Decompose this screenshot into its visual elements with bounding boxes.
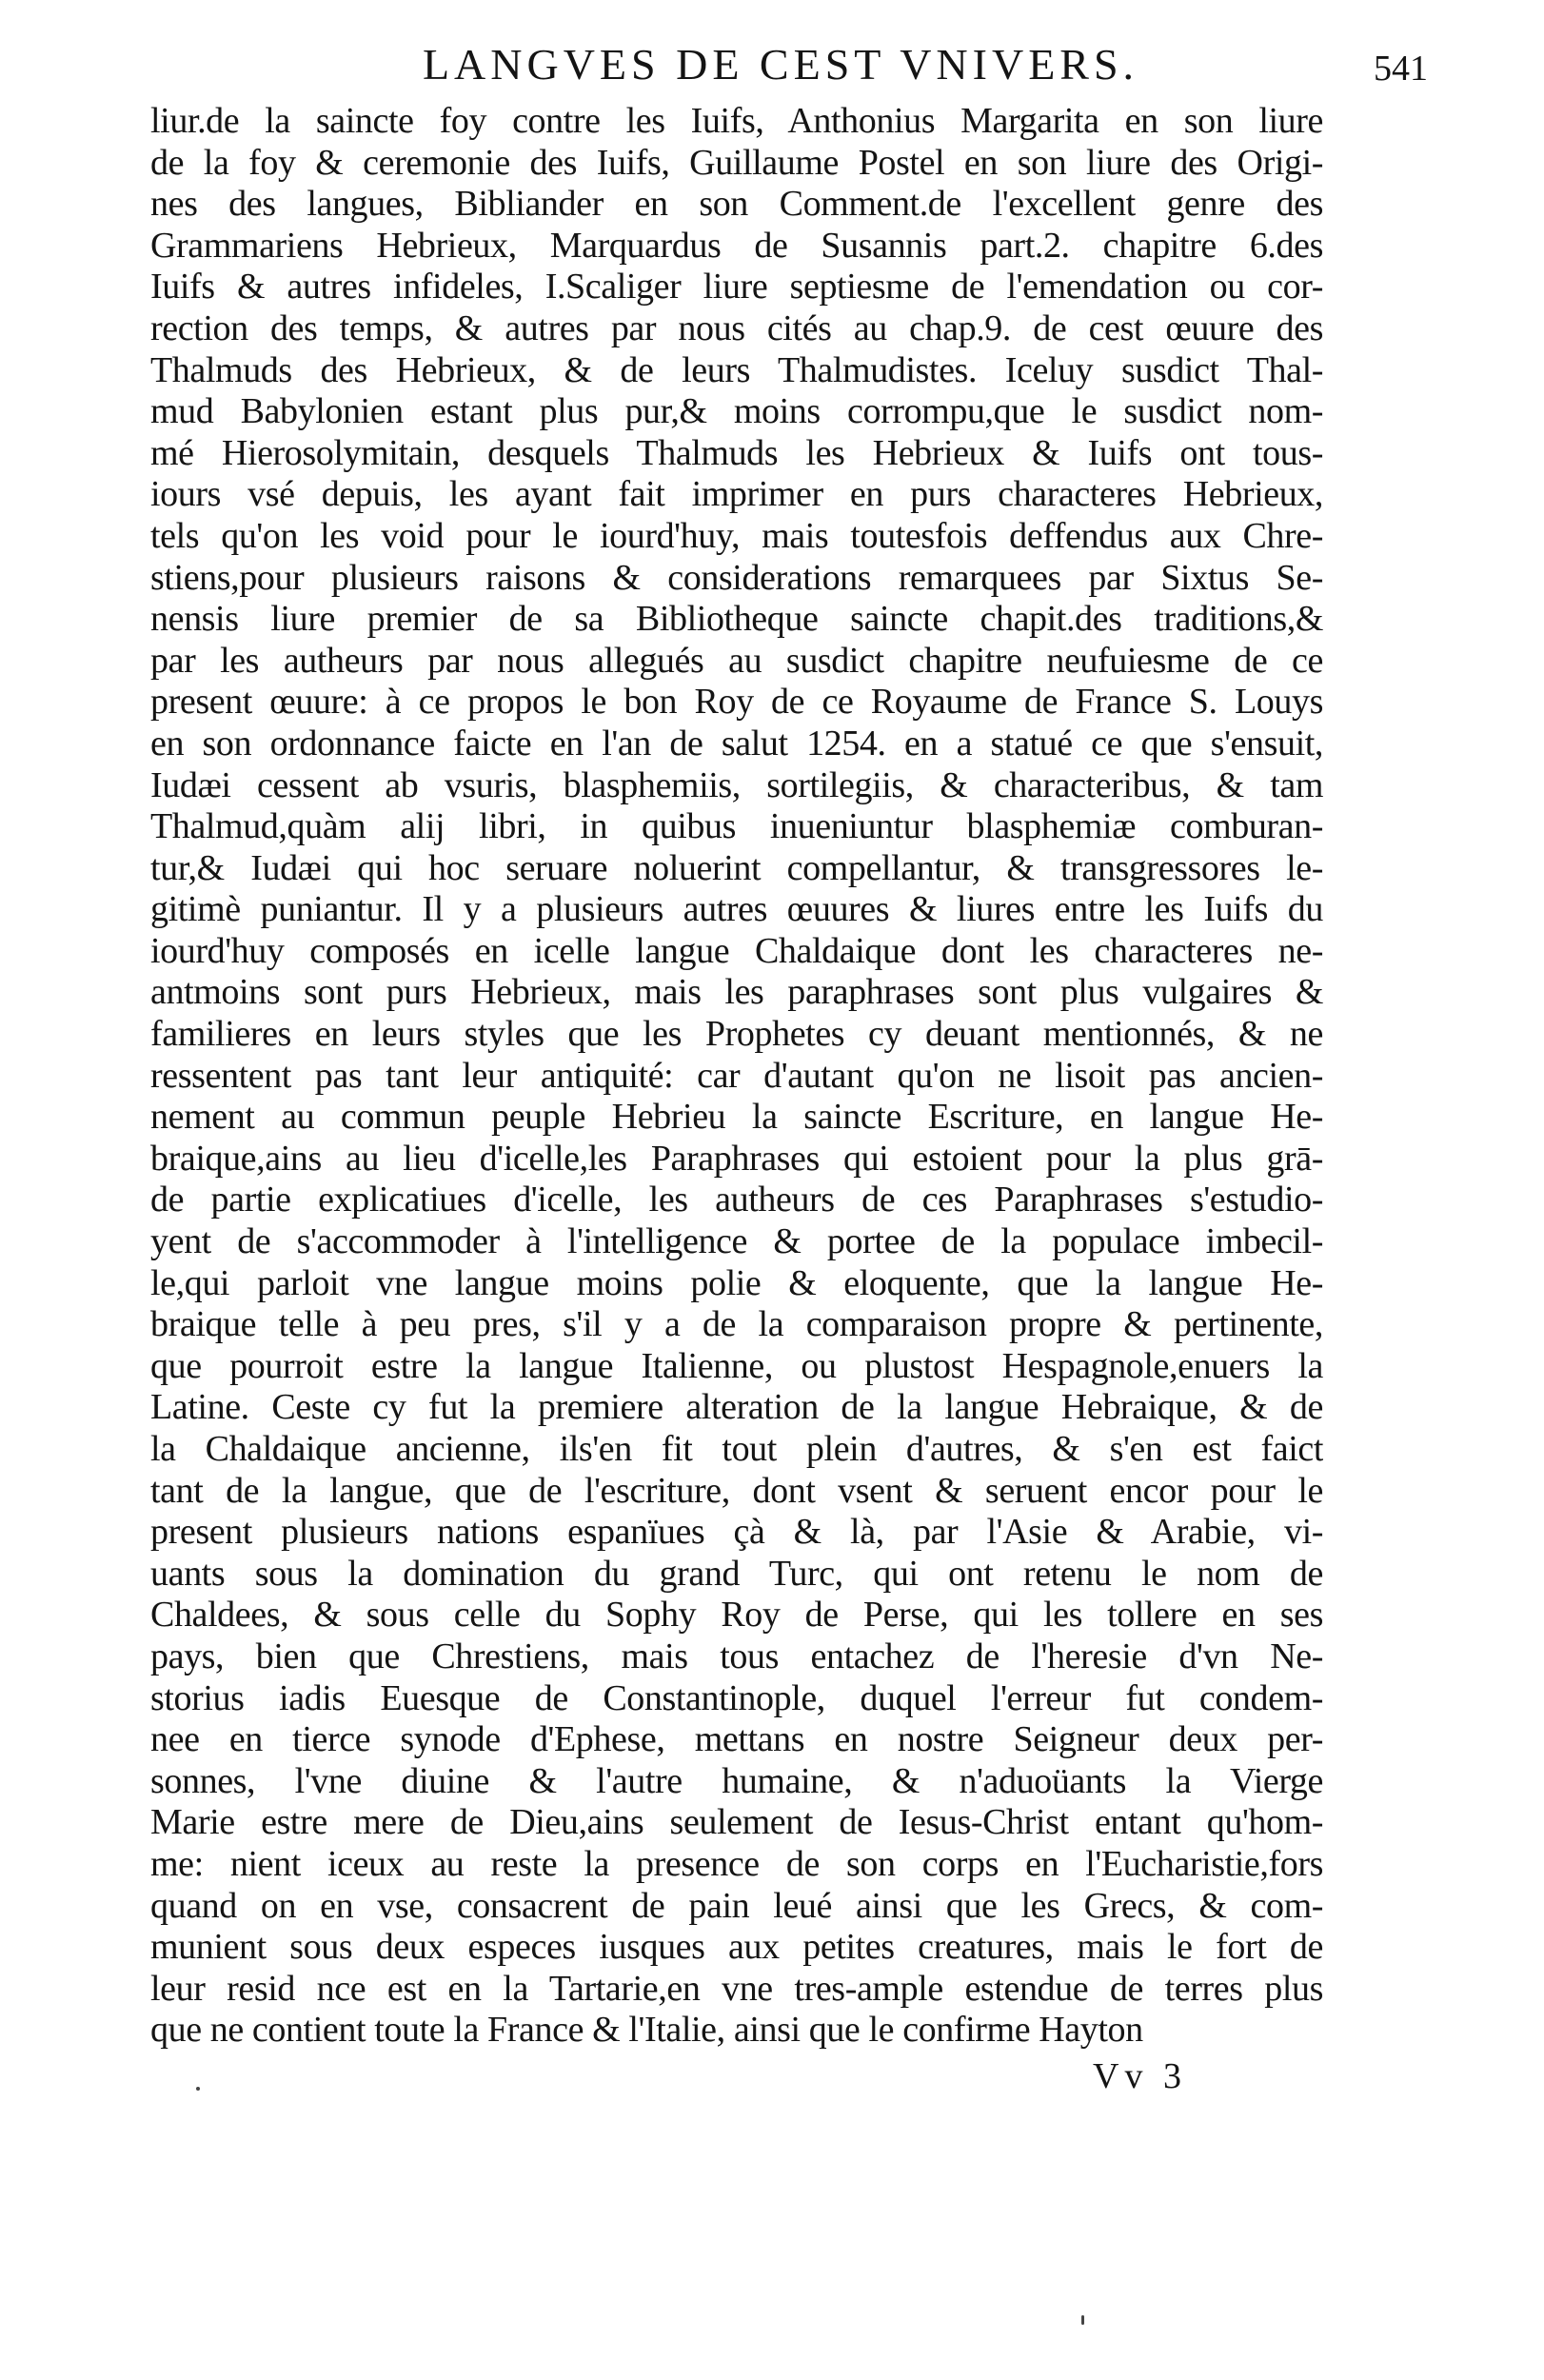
text-line: nensis liure premier de sa Bibliotheque saincte chapit.des traditions,& [150,599,1323,640]
text-line: liur.de la saincte foy contre les Iuifs, Anthonius Margarita en son liure [150,101,1323,141]
text-line: Thalmuds des Hebrieux, & de leurs Thalmudistes. Iceluy susdict Thal- [150,349,1323,390]
signature-mark: Vv 3 [1093,2056,1187,2096]
text-line: Latine. Ceste cy fut la premiere alteration de la langue Hebraique, & de [150,1387,1323,1428]
page-number: 541 [1374,49,1428,89]
text-line: yent de s'accommoder à l'intelligence & portee de la populace imbecil- [150,1221,1323,1262]
text-line: sonnes, l'vne diuine & l'autre humaine, & n'aduoüants la Vierge [150,1760,1323,1801]
text-line: quand on en vse, consacrent de pain leué ainsi que les Grecs, & com- [150,1885,1323,1926]
text-line: en son ordonnance faicte en l'an de salut 1254. en a statué ce que s'ensuit, [150,723,1323,764]
text-line: Iuifs & autres infideles, I.Scaliger liure septiesme de l'emendation ou cor- [150,267,1323,307]
text-line: uants sous la domination du grand Turc, qui ont retenu le nom de [150,1553,1323,1594]
ink-speck [1081,2315,1084,2325]
text-line: la Chaldaique ancienne, ils'en fit tout plein d'autres, & s'en est faict [150,1429,1323,1469]
text-line: me: nient iceux au reste la presence de son corps en l'Eucharistie,fors [150,1843,1323,1884]
text-line: nement au commun peuple Hebrieu la saincte Escriture, en langue He- [150,1097,1323,1138]
text-line: de la foy & ceremonie des Iuifs, Guillaume Postel en son liure des Origi- [150,142,1323,183]
text-line: Marie estre mere de Dieu,ains seulement de Iesus-Christ entant qu'hom- [150,1802,1323,1843]
text-line: gitimè puniantur. Il y a plusieurs autres œuures & liures entre les Iuifs du [150,889,1323,930]
text-line: munient sous deux especes iusques aux petites creatures, mais le fort de [150,1927,1323,1968]
text-line: present plusieurs nations espanïues çà & là, par l'Asie & Arabie, vi- [150,1512,1323,1553]
text-line: iours vsé depuis, les ayant fait imprimer en purs characteres Hebrieux, [150,474,1323,515]
text-line: rection des temps, & autres par nous cités au chap.9. de cest œuure des [150,307,1323,348]
text-line: que ne contient toute la France & l'Italie, ainsi que le confirme Hayton [150,2010,1143,2051]
text-line: present œuure: à ce propos le bon Roy de ce Royaume de France S. Louys [150,682,1323,723]
text-line: Chaldees, & sous celle du Sophy Roy de Perse, qui les tollere en ses [150,1595,1323,1636]
text-line: nes des langues, Bibliander en son Comment.de l'excellent genre des [150,184,1323,225]
running-head [152,36,1428,93]
running-head-title: LANGVES DE CEST VNIVERS. [422,40,1139,89]
text-line: Iudæi cessent ab vsuris, blasphemiis, sortilegiis, & characteribus, & tam [150,764,1323,805]
text-line: antmoins sont purs Hebrieux, mais les paraphrases sont plus vulgaires & [150,972,1323,1013]
text-line: iourd'huy composés en icelle langue Chaldaique dont les characteres ne- [150,930,1323,971]
text-line: pays, bien que Chrestiens, mais tous entachez de l'heresie d'vn Ne- [150,1636,1323,1676]
text-line: par les autheurs par nous allegués au susdict chapitre neufuiesme de ce [150,640,1323,681]
text-line: stiens,pour plusieurs raisons & considerations remarquees par Sixtus Se- [150,557,1323,598]
text-line: storius iadis Euesque de Constantinople, duquel l'erreur fut condem- [150,1677,1323,1718]
text-line: Thalmud,quàm alij libri, in quibus inueniuntur blasphemiæ comburan- [150,806,1323,847]
text-line: nee en tierce synode d'Ephese, mettans en nostre Seigneur deux per- [150,1719,1323,1760]
text-line: le,qui parloit vne langue moins polie & eloquente, que la langue He- [150,1262,1323,1303]
text-line: leur resid nce est en la Tartarie,en vne tres-ample estendue de terres plus [150,1968,1323,2009]
text-line: mé Hierosolymitain, desquels Thalmuds les Hebrieux & Iuifs ont tous- [150,432,1323,473]
text-line: braique,ains au lieu d'icelle,les Paraphrases qui estoient pour la plus grā- [150,1138,1323,1179]
text-line: Grammariens Hebrieux, Marquardus de Susannis part.2. chapitre 6.des [150,225,1323,266]
ink-speck [196,2087,200,2091]
body-text [150,101,1323,2052]
text-line: ressentent pas tant leur antiquité: car d'autant qu'on ne lisoit pas ancien- [150,1055,1323,1096]
text-line: que pourroit estre la langue Italienne, ou plustost Hespagnole,enuers la [150,1345,1323,1386]
text-line: tur,& Iudæi qui hoc seruare noluerint compellantur, & transgressores le- [150,847,1323,888]
text-line: de partie explicatiues d'icelle, les autheurs de ces Paraphrases s'estudio- [150,1180,1323,1220]
text-line: mud Babylonien estant plus pur,& moins corrompu,que le susdict nom- [150,391,1323,432]
text-line: tant de la langue, que de l'escriture, dont vsent & seruent encor pour le [150,1470,1323,1511]
text-line: familieres en leurs styles que les Prophetes cy deuant mentionnés, & ne [150,1014,1323,1055]
text-line: braique telle à peu pres, s'il y a de la comparaison propre & pertinente, [150,1304,1323,1345]
text-line: tels qu'on les void pour le iourd'huy, mais toutesfois deffendus aux Chre- [150,515,1323,556]
